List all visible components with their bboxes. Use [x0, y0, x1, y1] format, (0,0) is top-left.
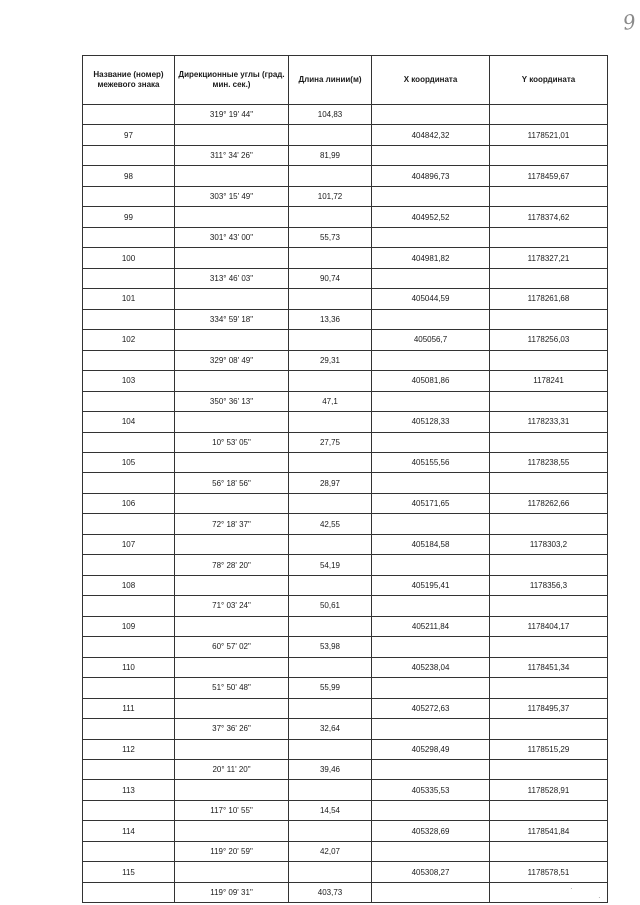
point-row — [83, 289, 608, 309]
x-coordinate-cell: 405211,84 — [372, 616, 490, 636]
x-coordinate-cell — [372, 391, 490, 411]
direction-angle-cell: 311° 34' 26" — [175, 145, 289, 165]
y-coordinate-cell: 1178262,66 — [490, 493, 608, 513]
point-name-cell — [83, 555, 175, 575]
point-row — [83, 125, 608, 145]
y-coordinate-cell — [490, 473, 608, 493]
direction-angle-cell: 313° 46' 03" — [175, 268, 289, 288]
x-coordinate-cell — [372, 596, 490, 616]
point-name-cell: 101 — [83, 289, 175, 309]
y-coordinate-cell: 1178521,01 — [490, 125, 608, 145]
point-name-cell — [83, 678, 175, 698]
line-length-cell — [289, 616, 372, 636]
line-length-cell — [289, 698, 372, 718]
line-length-cell — [289, 821, 372, 841]
point-name-cell: 113 — [83, 780, 175, 800]
direction-angle-cell: 117° 10' 55" — [175, 800, 289, 820]
y-coordinate-cell — [490, 760, 608, 780]
x-coordinate-cell: 404896,73 — [372, 166, 490, 186]
direction-angle-cell — [175, 862, 289, 882]
boundary-coordinates-table — [82, 55, 608, 903]
point-name-cell: 100 — [83, 248, 175, 268]
scan-speck: · — [598, 893, 601, 902]
point-row — [83, 452, 608, 472]
y-coordinate-cell: 1178495,37 — [490, 698, 608, 718]
x-coordinate-cell: 405272,63 — [372, 698, 490, 718]
table-body — [83, 105, 608, 903]
x-coordinate-cell — [372, 309, 490, 329]
x-coordinate-cell — [372, 719, 490, 739]
y-coordinate-cell — [490, 105, 608, 125]
point-name-cell: 105 — [83, 452, 175, 472]
point-name-cell: 114 — [83, 821, 175, 841]
point-name-cell: 102 — [83, 330, 175, 350]
point-name-cell: 107 — [83, 534, 175, 554]
direction-angle-cell — [175, 616, 289, 636]
x-coordinate-cell — [372, 186, 490, 206]
line-length-cell — [289, 657, 372, 677]
line-length-cell — [289, 207, 372, 227]
point-name-cell: 111 — [83, 698, 175, 718]
segment-row — [83, 596, 608, 616]
page-number-mark: 9 — [621, 9, 638, 35]
y-coordinate-cell — [490, 391, 608, 411]
direction-angle-cell: 72° 18' 37" — [175, 514, 289, 534]
direction-angle-cell — [175, 166, 289, 186]
x-coordinate-cell: 405184,58 — [372, 534, 490, 554]
segment-row — [83, 105, 608, 125]
line-length-cell: 28,97 — [289, 473, 372, 493]
point-row — [83, 371, 608, 391]
y-coordinate-cell: 1178356,3 — [490, 575, 608, 595]
x-coordinate-cell — [372, 473, 490, 493]
x-coordinate-cell: 404842,32 — [372, 125, 490, 145]
x-coordinate-cell: 405335,53 — [372, 780, 490, 800]
direction-angle-cell — [175, 248, 289, 268]
segment-row — [83, 350, 608, 370]
line-length-cell: 55,99 — [289, 678, 372, 698]
point-name-cell — [83, 719, 175, 739]
line-length-cell — [289, 739, 372, 759]
point-row — [83, 207, 608, 227]
point-name-cell: 108 — [83, 575, 175, 595]
y-coordinate-cell — [490, 678, 608, 698]
line-length-cell: 104,83 — [289, 105, 372, 125]
direction-angle-cell — [175, 412, 289, 432]
column-header-line-length: Длина линии(м) — [289, 56, 372, 105]
y-coordinate-cell: 1178404,17 — [490, 616, 608, 636]
y-coordinate-cell — [490, 350, 608, 370]
direction-angle-cell — [175, 289, 289, 309]
x-coordinate-cell — [372, 800, 490, 820]
point-name-cell: 115 — [83, 862, 175, 882]
point-name-cell — [83, 105, 175, 125]
segment-row — [83, 432, 608, 452]
y-coordinate-cell — [490, 514, 608, 534]
point-row — [83, 739, 608, 759]
segment-row — [83, 800, 608, 820]
direction-angle-cell — [175, 125, 289, 145]
y-coordinate-cell — [490, 719, 608, 739]
segment-row — [83, 145, 608, 165]
segment-row — [83, 882, 608, 902]
y-coordinate-cell: 1178233,31 — [490, 412, 608, 432]
point-row — [83, 780, 608, 800]
point-name-cell — [83, 145, 175, 165]
point-name-cell — [83, 882, 175, 902]
x-coordinate-cell: 404981,82 — [372, 248, 490, 268]
x-coordinate-cell — [372, 105, 490, 125]
direction-angle-cell — [175, 452, 289, 472]
y-coordinate-cell: 1178238,55 — [490, 452, 608, 472]
y-coordinate-cell: 1178578,51 — [490, 862, 608, 882]
point-name-cell — [83, 268, 175, 288]
segment-row — [83, 268, 608, 288]
line-length-cell — [289, 534, 372, 554]
line-length-cell: 54,19 — [289, 555, 372, 575]
x-coordinate-cell — [372, 350, 490, 370]
line-length-cell — [289, 166, 372, 186]
scan-speck: · — [570, 884, 573, 893]
y-coordinate-cell — [490, 882, 608, 902]
point-name-cell — [83, 637, 175, 657]
point-name-cell — [83, 473, 175, 493]
point-name-cell — [83, 227, 175, 247]
point-row — [83, 862, 608, 882]
line-length-cell — [289, 575, 372, 595]
point-row — [83, 534, 608, 554]
segment-row — [83, 637, 608, 657]
y-coordinate-cell — [490, 309, 608, 329]
y-coordinate-cell: 1178241 — [490, 371, 608, 391]
point-name-cell: 109 — [83, 616, 175, 636]
x-coordinate-cell — [372, 882, 490, 902]
point-row — [83, 616, 608, 636]
point-row — [83, 166, 608, 186]
direction-angle-cell — [175, 780, 289, 800]
x-coordinate-cell — [372, 268, 490, 288]
y-coordinate-cell — [490, 268, 608, 288]
line-length-cell: 14,54 — [289, 800, 372, 820]
segment-row — [83, 186, 608, 206]
x-coordinate-cell — [372, 555, 490, 575]
line-length-cell: 42,07 — [289, 841, 372, 861]
y-coordinate-cell — [490, 637, 608, 657]
line-length-cell: 42,55 — [289, 514, 372, 534]
direction-angle-cell: 60° 57' 02" — [175, 637, 289, 657]
direction-angle-cell: 319° 19' 44" — [175, 105, 289, 125]
point-row — [83, 248, 608, 268]
point-row — [83, 412, 608, 432]
x-coordinate-cell: 405328,69 — [372, 821, 490, 841]
segment-row — [83, 514, 608, 534]
segment-row — [83, 760, 608, 780]
line-length-cell: 39,46 — [289, 760, 372, 780]
point-name-cell — [83, 309, 175, 329]
point-name-cell: 112 — [83, 739, 175, 759]
line-length-cell — [289, 330, 372, 350]
column-header-x-coordinate: X координата — [372, 56, 490, 105]
segment-row — [83, 841, 608, 861]
line-length-cell: 47,1 — [289, 391, 372, 411]
line-length-cell — [289, 862, 372, 882]
y-coordinate-cell — [490, 432, 608, 452]
x-coordinate-cell: 405171,65 — [372, 493, 490, 513]
y-coordinate-cell: 1178451,34 — [490, 657, 608, 677]
x-coordinate-cell: 405044,59 — [372, 289, 490, 309]
y-coordinate-cell: 1178374,62 — [490, 207, 608, 227]
x-coordinate-cell — [372, 841, 490, 861]
y-coordinate-cell: 1178515,29 — [490, 739, 608, 759]
line-length-cell — [289, 493, 372, 513]
segment-row — [83, 678, 608, 698]
x-coordinate-cell — [372, 678, 490, 698]
table-header-row — [83, 56, 608, 105]
y-coordinate-cell: 1178303,2 — [490, 534, 608, 554]
x-coordinate-cell — [372, 637, 490, 657]
line-length-cell: 50,61 — [289, 596, 372, 616]
point-row — [83, 575, 608, 595]
direction-angle-cell: 329° 08' 49" — [175, 350, 289, 370]
direction-angle-cell: 10° 53' 05" — [175, 432, 289, 452]
line-length-cell — [289, 125, 372, 145]
direction-angle-cell: 119° 09' 31" — [175, 882, 289, 902]
direction-angle-cell — [175, 739, 289, 759]
point-name-cell: 97 — [83, 125, 175, 145]
point-row — [83, 330, 608, 350]
x-coordinate-cell: 405238,04 — [372, 657, 490, 677]
line-length-cell — [289, 452, 372, 472]
point-name-cell — [83, 350, 175, 370]
x-coordinate-cell: 405056,7 — [372, 330, 490, 350]
line-length-cell: 403,73 — [289, 882, 372, 902]
direction-angle-cell: 350° 36' 13" — [175, 391, 289, 411]
y-coordinate-cell — [490, 555, 608, 575]
line-length-cell: 81,99 — [289, 145, 372, 165]
direction-angle-cell — [175, 207, 289, 227]
line-length-cell — [289, 412, 372, 432]
y-coordinate-cell: 1178528,91 — [490, 780, 608, 800]
direction-angle-cell: 20° 11' 20" — [175, 760, 289, 780]
column-header-direction-angle: Дирекционные углы (град. мин. сек.) — [175, 56, 289, 105]
segment-row — [83, 473, 608, 493]
point-name-cell: 99 — [83, 207, 175, 227]
y-coordinate-cell — [490, 841, 608, 861]
direction-angle-cell: 51° 50' 48" — [175, 678, 289, 698]
line-length-cell — [289, 371, 372, 391]
direction-angle-cell — [175, 698, 289, 718]
y-coordinate-cell: 1178327,21 — [490, 248, 608, 268]
point-name-cell: 98 — [83, 166, 175, 186]
point-name-cell — [83, 514, 175, 534]
direction-angle-cell — [175, 493, 289, 513]
y-coordinate-cell: 1178459,67 — [490, 166, 608, 186]
line-length-cell: 55,73 — [289, 227, 372, 247]
line-length-cell: 90,74 — [289, 268, 372, 288]
x-coordinate-cell — [372, 514, 490, 534]
line-length-cell: 53,98 — [289, 637, 372, 657]
direction-angle-cell: 119° 20' 59" — [175, 841, 289, 861]
y-coordinate-cell — [490, 186, 608, 206]
point-row — [83, 821, 608, 841]
direction-angle-cell: 334° 59' 18" — [175, 309, 289, 329]
segment-row — [83, 309, 608, 329]
x-coordinate-cell — [372, 145, 490, 165]
segment-row — [83, 719, 608, 739]
y-coordinate-cell — [490, 800, 608, 820]
column-header-y-coordinate: Y координата — [490, 56, 608, 105]
y-coordinate-cell — [490, 227, 608, 247]
point-name-cell — [83, 800, 175, 820]
point-name-cell — [83, 432, 175, 452]
point-name-cell: 103 — [83, 371, 175, 391]
segment-row — [83, 555, 608, 575]
line-length-cell: 32,64 — [289, 719, 372, 739]
direction-angle-cell — [175, 534, 289, 554]
line-length-cell: 29,31 — [289, 350, 372, 370]
point-name-cell: 110 — [83, 657, 175, 677]
direction-angle-cell — [175, 575, 289, 595]
point-row — [83, 698, 608, 718]
direction-angle-cell: 56° 18' 56" — [175, 473, 289, 493]
line-length-cell: 13,36 — [289, 309, 372, 329]
y-coordinate-cell: 1178541,84 — [490, 821, 608, 841]
segment-row — [83, 391, 608, 411]
point-name-cell — [83, 596, 175, 616]
direction-angle-cell — [175, 330, 289, 350]
x-coordinate-cell: 405195,41 — [372, 575, 490, 595]
y-coordinate-cell: 1178256,03 — [490, 330, 608, 350]
column-header-point-name: Название (номер) межевого знака — [83, 56, 175, 105]
x-coordinate-cell: 404952,52 — [372, 207, 490, 227]
x-coordinate-cell: 405155,56 — [372, 452, 490, 472]
line-length-cell: 101,72 — [289, 186, 372, 206]
line-length-cell — [289, 248, 372, 268]
point-name-cell: 106 — [83, 493, 175, 513]
x-coordinate-cell — [372, 432, 490, 452]
x-coordinate-cell: 405298,49 — [372, 739, 490, 759]
point-name-cell — [83, 186, 175, 206]
direction-angle-cell — [175, 657, 289, 677]
point-name-cell — [83, 760, 175, 780]
segment-row — [83, 227, 608, 247]
direction-angle-cell: 301° 43' 00" — [175, 227, 289, 247]
y-coordinate-cell: 1178261,68 — [490, 289, 608, 309]
line-length-cell — [289, 780, 372, 800]
direction-angle-cell — [175, 821, 289, 841]
x-coordinate-cell — [372, 760, 490, 780]
line-length-cell — [289, 289, 372, 309]
point-row — [83, 493, 608, 513]
x-coordinate-cell: 405128,33 — [372, 412, 490, 432]
line-length-cell: 27,75 — [289, 432, 372, 452]
y-coordinate-cell — [490, 145, 608, 165]
direction-angle-cell: 303° 15' 49" — [175, 186, 289, 206]
direction-angle-cell — [175, 371, 289, 391]
direction-angle-cell: 71° 03' 24" — [175, 596, 289, 616]
point-row — [83, 657, 608, 677]
point-name-cell — [83, 391, 175, 411]
x-coordinate-cell: 405081,86 — [372, 371, 490, 391]
x-coordinate-cell — [372, 227, 490, 247]
y-coordinate-cell — [490, 596, 608, 616]
direction-angle-cell: 78° 28' 20" — [175, 555, 289, 575]
point-name-cell — [83, 841, 175, 861]
x-coordinate-cell: 405308,27 — [372, 862, 490, 882]
direction-angle-cell: 37° 36' 26" — [175, 719, 289, 739]
point-name-cell: 104 — [83, 412, 175, 432]
